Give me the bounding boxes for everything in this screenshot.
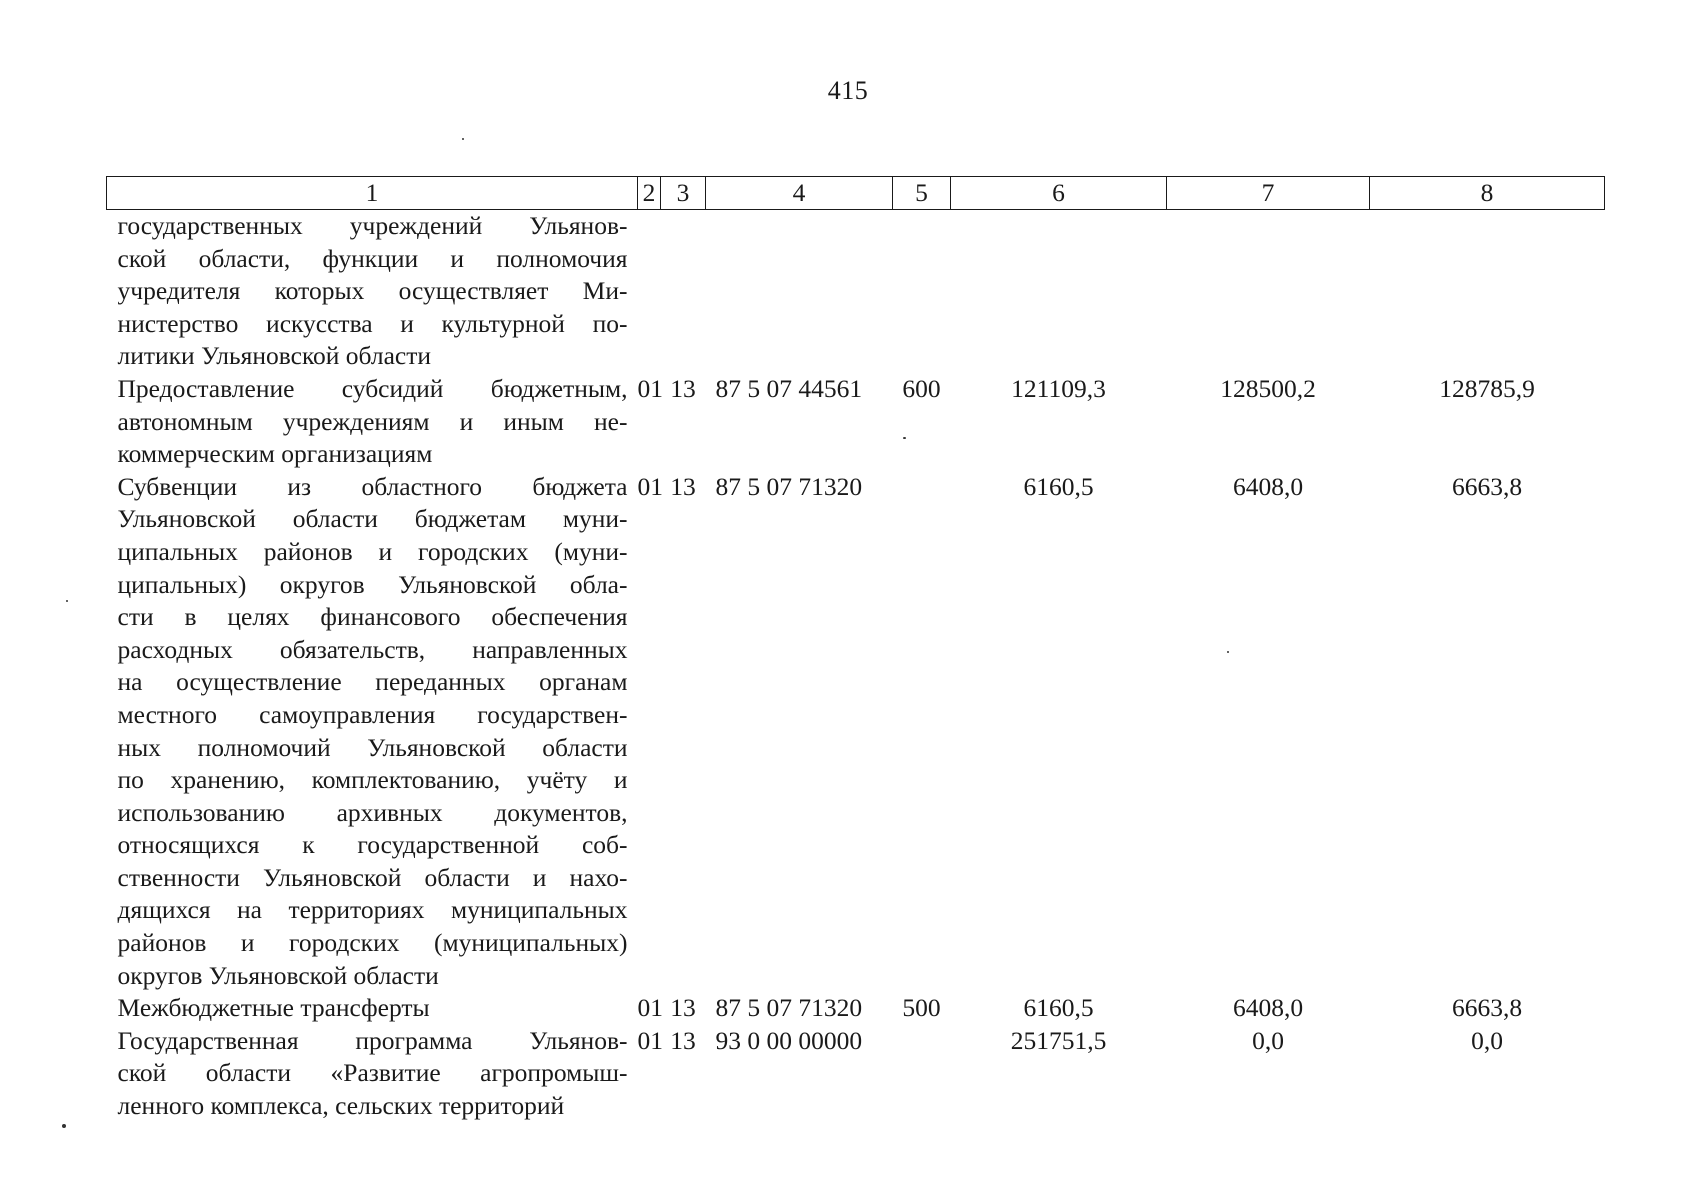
item-name-line: сти в целях финансового обеспечения <box>117 602 628 632</box>
table-body <box>107 210 1605 1123</box>
amount-year1: 6160,5 <box>1023 993 1094 1023</box>
item-name <box>107 1025 638 1123</box>
subsection-code: 13 <box>670 993 696 1023</box>
item-name-line: по хранению, комплектованию, учёту и <box>117 765 628 795</box>
budget-table <box>106 176 1605 1123</box>
table-row <box>107 992 1605 1025</box>
amount-year1: 251751,5 <box>1010 1025 1107 1055</box>
expense-type-code <box>893 471 951 993</box>
item-name-line: районов и городских (муниципальных) <box>117 928 628 958</box>
section-code: 01 <box>637 471 663 501</box>
item-name-line: ленного комплекса, сельских территорий <box>117 1091 565 1121</box>
header-cell: 7 <box>1167 177 1370 210</box>
item-name <box>107 992 638 1025</box>
target-article-code: 87 5 07 44561 <box>715 373 863 403</box>
amount-year3: 128785,9 <box>1439 373 1535 403</box>
item-name-line: нистерство искусства и культурной по- <box>117 308 628 338</box>
expense-type-code <box>893 1025 951 1123</box>
header-cell: 8 <box>1370 177 1605 210</box>
item-name-line: ской области «Развитие агропромыш- <box>117 1058 628 1088</box>
item-name-line: учредителя которых осуществляет Ми- <box>117 276 628 306</box>
item-name-line: использованию архивных документов, <box>117 797 628 827</box>
header-cell: 6 <box>951 177 1167 210</box>
item-name-line: ственности Ульяновской области и нахо- <box>117 862 628 892</box>
header-row <box>107 177 1605 210</box>
amount-year1: 6160,5 <box>1023 471 1094 501</box>
section-code: 01 <box>637 993 663 1023</box>
expense-type-code: 500 <box>902 993 941 1023</box>
table-row <box>107 1025 1605 1123</box>
subsection-code <box>661 210 706 373</box>
header-cell: 2 <box>638 177 661 210</box>
target-article-code <box>706 210 893 373</box>
item-name-line: коммерческим организациям <box>117 439 433 469</box>
item-name-line: округов Ульяновской области <box>117 960 439 990</box>
item-name-line: государственных учреждений Ульянов- <box>117 211 628 240</box>
amount-year3 <box>1370 210 1605 373</box>
amount-year2: 0,0 <box>1252 1025 1284 1055</box>
item-name-line: ципальных районов и городских (муни- <box>117 536 628 566</box>
amount-year2: 6408,0 <box>1232 993 1304 1023</box>
table-row <box>107 373 1605 471</box>
item-name-line: расходных обязательств, направленных <box>117 634 628 664</box>
item-name-line: дящихся на территориях муниципальных <box>117 895 628 925</box>
item-name-line: местного самоуправления государствен- <box>117 699 628 729</box>
subsection-code: 13 <box>670 471 696 501</box>
section-code: 01 <box>637 373 663 403</box>
item-name-line: относящихся к государственной соб- <box>117 830 628 860</box>
table-row <box>107 471 1605 993</box>
item-name-line: автономным учреждениям и иным не- <box>117 406 628 436</box>
expense-type-code: 600 <box>902 373 941 403</box>
item-name-line: ципальных) округов Ульяновской обла- <box>117 569 628 599</box>
item-name-line: на осуществление переданных органам <box>117 667 628 697</box>
item-name-line: Субвенции из областного бюджета <box>117 471 628 501</box>
amount-year2 <box>1167 210 1370 373</box>
section-code: 01 <box>637 1025 663 1055</box>
item-name-line: Межбюджетные трансферты <box>117 993 430 1023</box>
item-name <box>107 210 638 373</box>
amount-year1: 121109,3 <box>1011 373 1106 403</box>
amount-year3: 6663,8 <box>1451 471 1523 501</box>
amount-year2: 128500,2 <box>1220 373 1316 403</box>
page-number: 415 <box>827 76 869 105</box>
scan-speck <box>462 138 464 140</box>
header-cell: 5 <box>893 177 951 210</box>
item-name <box>107 471 638 993</box>
amount-year3: 6663,8 <box>1451 993 1523 1023</box>
amount-year2: 6408,0 <box>1232 471 1304 501</box>
section-code <box>638 210 661 373</box>
item-name-line: Ульяновской области бюджетам муни- <box>117 504 628 534</box>
table-row <box>107 210 1605 373</box>
target-article-code: 87 5 07 71320 <box>715 471 863 501</box>
scan-speck <box>62 1124 66 1128</box>
item-name-line: ской области, функции и полномочия <box>117 243 628 273</box>
header-cell: 3 <box>661 177 706 210</box>
item-name-line: Государственная программа Ульянов- <box>117 1025 628 1055</box>
amount-year1 <box>951 210 1167 373</box>
header-cell: 4 <box>706 177 893 210</box>
item-name-line: литики Ульяновской области <box>117 341 432 371</box>
target-article-code: 93 0 00 00000 <box>715 1025 863 1055</box>
header-cell: 1 <box>107 177 638 210</box>
table-header <box>107 177 1605 210</box>
item-name-line: Предоставление субсидий бюджетным, <box>117 373 628 403</box>
subsection-code: 13 <box>670 1025 696 1055</box>
item-name <box>107 373 638 471</box>
scan-speck <box>66 600 68 602</box>
subsection-code: 13 <box>670 373 696 403</box>
target-article-code: 87 5 07 71320 <box>715 993 863 1023</box>
amount-year3: 0,0 <box>1471 1025 1503 1055</box>
expense-type-code <box>893 210 951 373</box>
item-name-line: ных полномочий Ульяновской области <box>117 732 628 762</box>
